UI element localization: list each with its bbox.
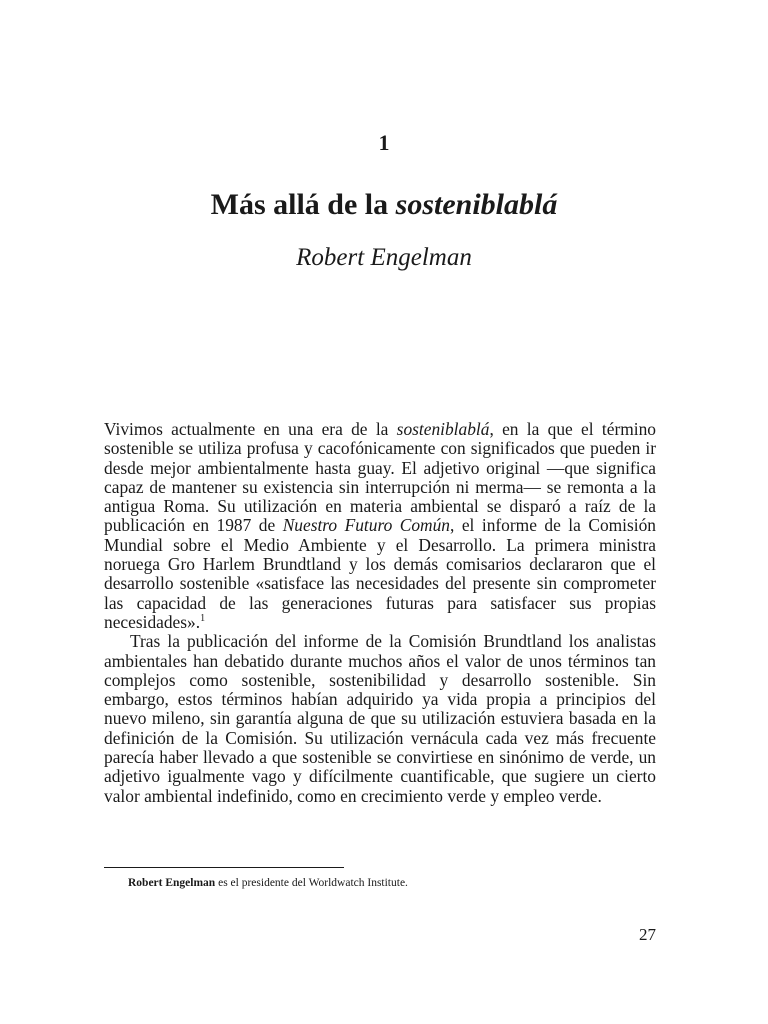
footnote-reference: 1 — [200, 613, 206, 625]
chapter-author: Robert Engelman — [296, 244, 472, 271]
chapter-title — [0, 188, 768, 222]
paragraph-1-text-a: Vivimos actualmente en una era de la — [104, 419, 397, 439]
paragraph-1 — [104, 420, 656, 632]
body-text — [104, 420, 656, 806]
paragraph-1-italic-term: sosteniblablá — [396, 419, 490, 439]
paragraph-1-italic-book-title: Nuestro Futuro Común — [282, 515, 450, 536]
chapter-title-roman: Más allá de la — [210, 188, 396, 221]
paragraph-1-text-c: , el informe de la Comisión Mundial sobre el Medio Ambiente y el Desarrollo. La primera ministra noruega Gro Harlem Brundtland y los demás comisarios declararon que el desarrollo sostenible «satisface las necesidades del presente sin comprometer las capacidad de las generaciones futuras para satisfacer sus propias necesidades». — [104, 515, 656, 632]
paragraph-1-text-b: , en la que el término sostenible se utiliza profusa y cacofónicamente con significados que pueden ir desde mejor ambientalmente hasta guay. El adjetivo original —que significa capaz de mantener su existencia sin interrupción ni merma— se remonta a la antigua Roma. Su utilización en materia ambiental se disparó a raíz de la publicación en 1987 de — [104, 419, 656, 536]
chapter-title-italic: sosteniblablá — [395, 188, 558, 221]
footnote-author-name: Robert Engelman — [128, 877, 216, 889]
footnote-divider — [104, 867, 344, 868]
chapter-number: 1 — [378, 130, 390, 155]
page-number: 27 — [639, 925, 656, 944]
footnote — [128, 877, 648, 889]
footnote-text: es el presidente del Worldwatch Institute. — [215, 877, 408, 889]
paragraph-2: Tras la publicación del informe de la Comisión Brundtland los analistas ambientales han debatido durante muchos años el valor de unos términos tan complejos como sostenible, sostenibilidad y desarrollo sostenible. Sin embargo, estos términos habían adquirido ya vida propia a principios del nuevo mileno, sin garantía alguna de que su utilización estuviera basada en la definición de la Comisión. Su utilización vernácula cada vez más frecuente parecía haber llevado a que sostenible se convirtiese en sinónimo de verde, un adjetivo igualmente vago y difícilmente cuantificable, que sugiere un cierto valor ambiental indefinido, como en crecimiento verde y empleo verde. — [104, 631, 656, 806]
